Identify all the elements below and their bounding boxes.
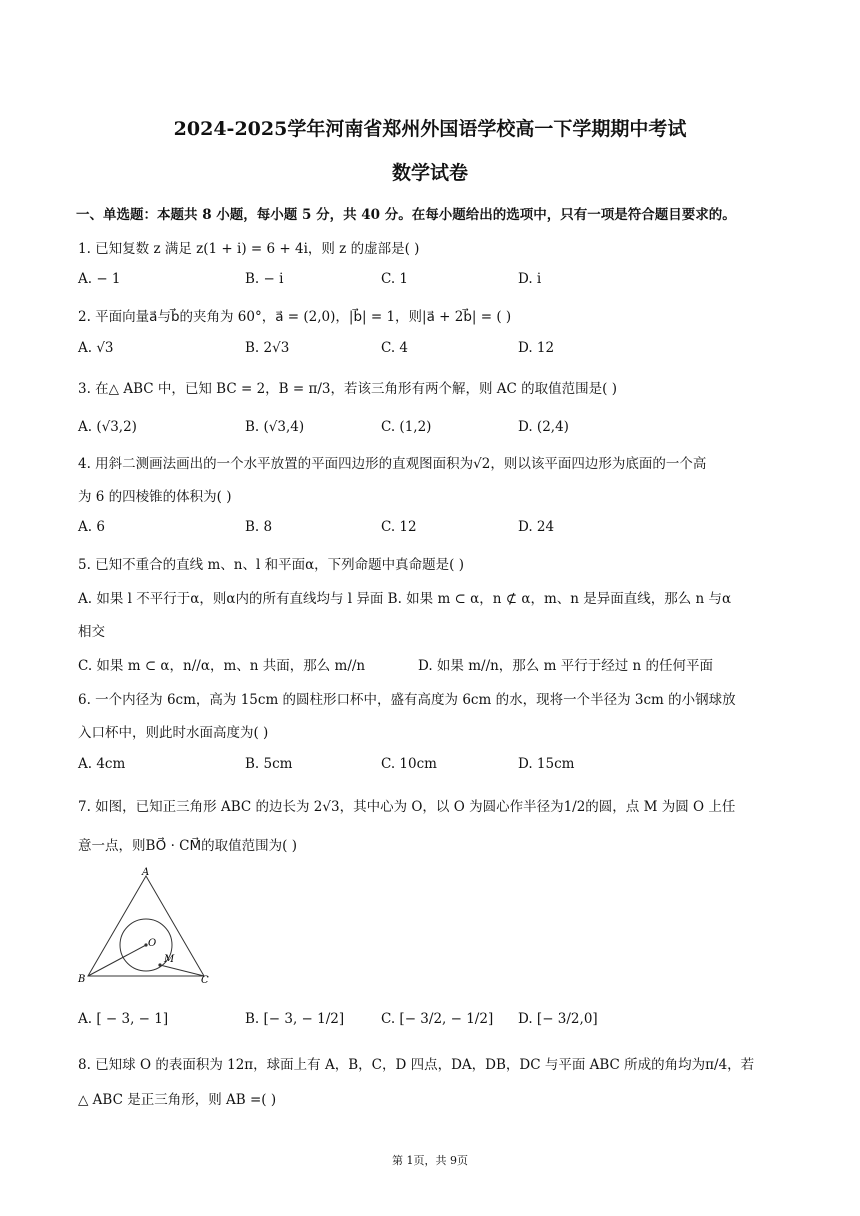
q2-option-b: B. 2√3 [245,340,290,356]
q2-stem: 2. 平面向量a⃗与b⃗的夹角为 60°，a⃗ = (2,0)，|b⃗| = 1，则|a⃗ + 2b⃗| = ( ) [78,309,512,325]
q1-option-b: B. − i [245,271,284,287]
q1-stem: 1. 已知复数 z 满足 z(1 + i) = 6 + 4i，则 z 的虚部是( ) [78,241,420,257]
q7-option-c: C. [− 3/2, − 1/2] [381,1011,494,1027]
label-o: O [148,938,157,949]
q8-stem-line2: △ ABC 是正三角形，则 AB =( ) [78,1092,277,1108]
triangle-abc [88,876,204,976]
q6-option-d: D. 15cm [518,756,575,772]
point-m [158,963,161,966]
q5-option-c: C. 如果 m ⊂ α，n//α，m、n 共面，那么 m//n [78,658,366,674]
q3-option-d: D. (2,4) [518,419,569,435]
q4-option-b: B. 8 [245,519,273,535]
q5-option-b-continued: 相交 [78,624,105,640]
q6-stem-line2: 入口杯中，则此时水面高度为( ) [78,725,269,741]
q3-option-a: A. (√3,2) [78,419,137,435]
q7-option-d: D. [− 3/2,0] [518,1011,598,1027]
q3-stem: 3. 在△ ABC 中，已知 BC = 2，B = π/3，若该三角形有两个解，则 AC 的取值范围是( ) [78,381,617,397]
q2-option-d: D. 12 [518,340,555,356]
segment-cm [160,965,204,976]
q4-option-d: D. 24 [518,519,555,535]
q7-option-a: A. [ − 3, − 1] [78,1011,169,1027]
q5-stem: 5. 已知不重合的直线 m、n、l 和平面α，下列命题中真命题是( ) [78,557,465,573]
q1-option-d: D. i [518,271,542,287]
q4-option-a: A. 6 [78,519,105,535]
exam-subtitle: 数学试卷 [391,162,468,184]
q7-option-b: B. [− 3, − 1/2] [245,1011,345,1027]
q8-stem-line1: 8. 已知球 O 的表面积为 12π，球面上有 A，B，C，D 四点，DA，DB，DC 与平面 ABC 所成的角均为π/4，若 [78,1057,755,1073]
q4-stem-line1: 4. 用斜二测画法画出的一个水平放置的平面四边形的直观图面积为√2，则以该平面四边形为底面的一个高 [78,456,707,472]
label-a: A [142,867,150,878]
q1-option-a: A. − 1 [78,271,121,287]
q2-option-c: C. 4 [381,340,409,356]
label-b: B [78,974,86,985]
triangle-circle-figure [74,866,214,988]
q3-option-c: C. (1,2) [381,419,432,435]
q5-option-d: D. 如果 m//n，那么 m 平行于经过 n 的任何平面 [418,658,713,674]
q3-option-b: B. (√3,4) [245,419,305,435]
q7-stem-line2: 意一点，则BO⃗ · CM⃗的取值范围为( ) [78,838,297,854]
q5-options-ab: A. 如果 l 不平行于α，则α内的所有直线均与 l 异面 B. 如果 m ⊂ α，n ⊄ α，m、n 是异面直线，那么 n 与α [78,591,732,607]
label-c: C [201,975,209,986]
page-footer: 第 1页，共 9页 [392,1154,468,1167]
q6-option-a: A. 4cm [78,756,126,772]
q4-stem-line2: 为 6 的四棱锥的体积为( ) [78,489,232,505]
q6-stem-line1: 6. 一个内径为 6cm，高为 15cm 的圆柱形口杯中，盛有高度为 6cm 的水，现将一个半径为 3cm 的小钢球放 [78,692,736,708]
q1-option-c: C. 1 [381,271,409,287]
q7-stem-line1: 7. 如图，已知正三角形 ABC 的边长为 2√3，其中心为 O，以 O 为圆心作半径为1/2的圆，点 M 为圆 O 上任 [78,799,736,815]
exam-title: 2024-2025学年河南省郑州外国语学校高一下学期期中考试 [173,118,687,140]
label-m: M [164,954,175,965]
q6-option-c: C. 10cm [381,756,437,772]
q4-option-c: C. 12 [381,519,417,535]
section-heading: 一、单选题：本题共 8 小题，每小题 5 分，共 40 分。在每小题给出的选项中，只有一项是符合题目要求的。 [76,207,736,223]
q6-option-b: B. 5cm [245,756,293,772]
q2-option-a: A. √3 [78,340,114,356]
